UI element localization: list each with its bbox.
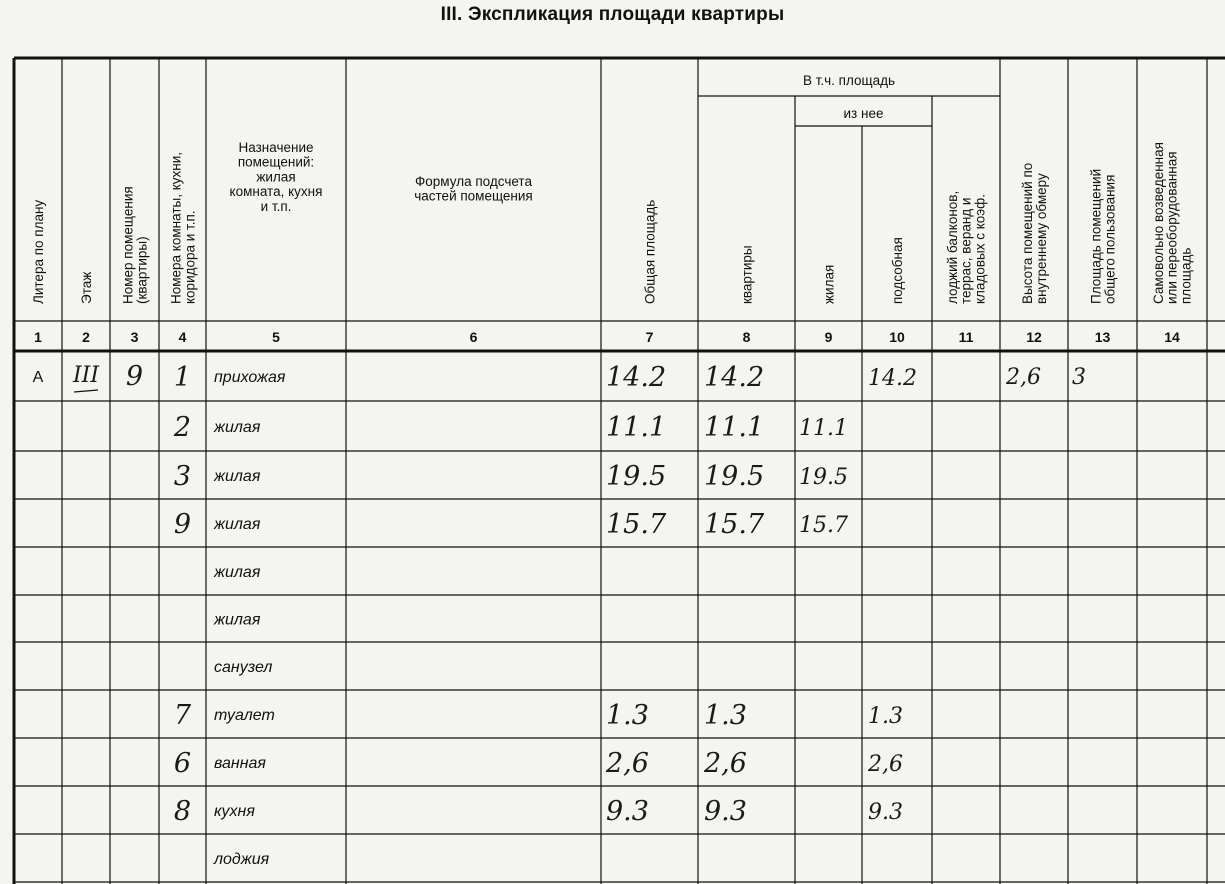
cell-apartment-number: 9 (125, 361, 144, 392)
cell-apartment-area: 11.1 (704, 412, 765, 443)
header-incl-area: В т.ч. площадь (802, 73, 896, 88)
column-number: 3 (130, 329, 139, 345)
column-number: 14 (1164, 329, 1180, 345)
cell-purpose: жилая (214, 564, 261, 581)
cell-apartment-area: 1.3 (704, 700, 747, 731)
table-row (213, 851, 270, 868)
table-row (174, 700, 903, 731)
header-loggias: террас, веранд и (958, 197, 974, 304)
floor-underline (74, 390, 98, 392)
cell-room-number: 6 (173, 748, 192, 779)
cell-purpose: санузел (214, 659, 273, 676)
header-living-area: жилая (821, 264, 837, 304)
column-number: 12 (1026, 329, 1042, 345)
header-of-which: из нее (843, 106, 884, 121)
header-total-area: Общая площадь (642, 199, 658, 304)
table-row (174, 748, 903, 779)
column-number: 13 (1094, 329, 1111, 345)
cell-living-area: 11.1 (799, 416, 848, 441)
table-header (31, 73, 1193, 304)
header-unauthorized-area: площадь (1178, 247, 1194, 304)
cell-living-area: 15.7 (799, 513, 848, 538)
header-purpose: жилая (256, 169, 296, 185)
cell-room-number: 1 (173, 362, 192, 393)
header-apartment-number: (квартиры) (134, 236, 150, 304)
table-row (174, 509, 848, 540)
cell-purpose: жилая (214, 516, 261, 533)
header-room-height: внутреннему обмеру (1033, 173, 1049, 304)
cell-auxiliary-area: 14.2 (868, 366, 917, 391)
table-row (33, 361, 1086, 393)
cell-apartment-area: 19.5 (704, 461, 765, 492)
header-loggias: лоджий балконов, (945, 190, 961, 304)
header-formula: Формула подсчета (415, 174, 532, 189)
cell-total-area: 1.3 (606, 700, 649, 731)
cell-living-area: 19.5 (799, 465, 848, 490)
cell-apartment-area: 14.2 (704, 362, 765, 393)
header-unauthorized-area: или переоборудованная (1164, 151, 1180, 304)
header-loggias: кладовых с коэф. (972, 193, 988, 304)
cell-auxiliary-area: 1.3 (868, 704, 903, 729)
header-apartment-number: Номер помещения (120, 186, 136, 304)
cell-total-area: 9.3 (606, 796, 649, 827)
cell-room-number: 8 (173, 796, 192, 827)
header-apartment-area: квартиры (739, 245, 755, 304)
table-row (214, 659, 272, 676)
cell-purpose: жилая (214, 611, 261, 629)
header-common-area: Площадь помещений (1088, 168, 1104, 304)
cell-purpose: ванная (214, 755, 266, 772)
column-number: 8 (742, 329, 751, 345)
header-litera: Литера по плану (30, 199, 46, 304)
cell-auxiliary-area: 2,6 (868, 752, 903, 777)
header-purpose: и т.п. (260, 198, 292, 214)
cell-litera: А (32, 369, 44, 386)
header-room-numbers: коридора и т.п. (182, 210, 198, 304)
column-number: 4 (178, 329, 187, 345)
table-row (213, 564, 261, 581)
cell-room-number: 9 (173, 509, 192, 540)
cell-apartment-area: 9.3 (704, 796, 747, 827)
column-number: 9 (824, 329, 833, 345)
column-number: 11 (958, 329, 974, 345)
cell-apartment-area: 15.7 (704, 509, 765, 540)
header-formula: частей помещения (414, 188, 533, 204)
header-purpose: Назначение (238, 140, 314, 155)
cell-total-area: 14.2 (606, 362, 667, 393)
cell-purpose: жилая (214, 468, 261, 485)
cell-purpose: кухня (214, 803, 255, 820)
column-number: 5 (272, 329, 280, 345)
table-row (213, 612, 261, 629)
cell-room-height: 2,6 (1006, 365, 1041, 390)
column-number: 10 (889, 329, 905, 345)
header-unauthorized-area: Самовольно возведенная (1151, 142, 1167, 304)
cell-purpose: прихожая (214, 369, 286, 386)
header-common-area: общего пользования (1102, 174, 1118, 304)
cell-total-area: 19.5 (606, 461, 667, 492)
cell-room-number: 2 (173, 412, 192, 443)
cell-room-number: 3 (173, 461, 192, 492)
cell-total-area: 15.7 (606, 509, 667, 540)
table-body (33, 361, 1086, 868)
cell-total-area: 11.1 (606, 412, 667, 443)
cell-auxiliary-area: 9.3 (868, 800, 903, 825)
header-purpose: помещений: (237, 154, 315, 170)
cell-purpose: туалет (214, 707, 275, 724)
cell-room-number: 7 (173, 700, 192, 731)
cell-purpose: лоджия (214, 851, 270, 868)
column-number: 7 (645, 329, 654, 345)
column-number: 2 (82, 329, 90, 345)
cell-apartment-area: 2,6 (704, 748, 747, 779)
document-title: III. Экспликация площади квартиры (440, 4, 785, 25)
header-auxiliary-area: подсобная (889, 237, 905, 304)
cell-floor: III (72, 363, 100, 388)
cell-total-area: 2,6 (606, 748, 649, 779)
table-row (174, 796, 903, 827)
column-number: 6 (469, 329, 478, 345)
header-room-height: Высота помещений по (1019, 162, 1035, 304)
cell-purpose: жилая (214, 419, 261, 436)
header-floor: Этаж (78, 271, 94, 304)
column-number: 1 (34, 329, 42, 345)
table-row (173, 412, 848, 443)
cell-common-area: 3 (1072, 365, 1086, 390)
header-room-numbers: Номера комнаты, кухни, (168, 151, 184, 304)
header-purpose: комната, кухня (229, 184, 323, 200)
table-row (174, 461, 848, 492)
